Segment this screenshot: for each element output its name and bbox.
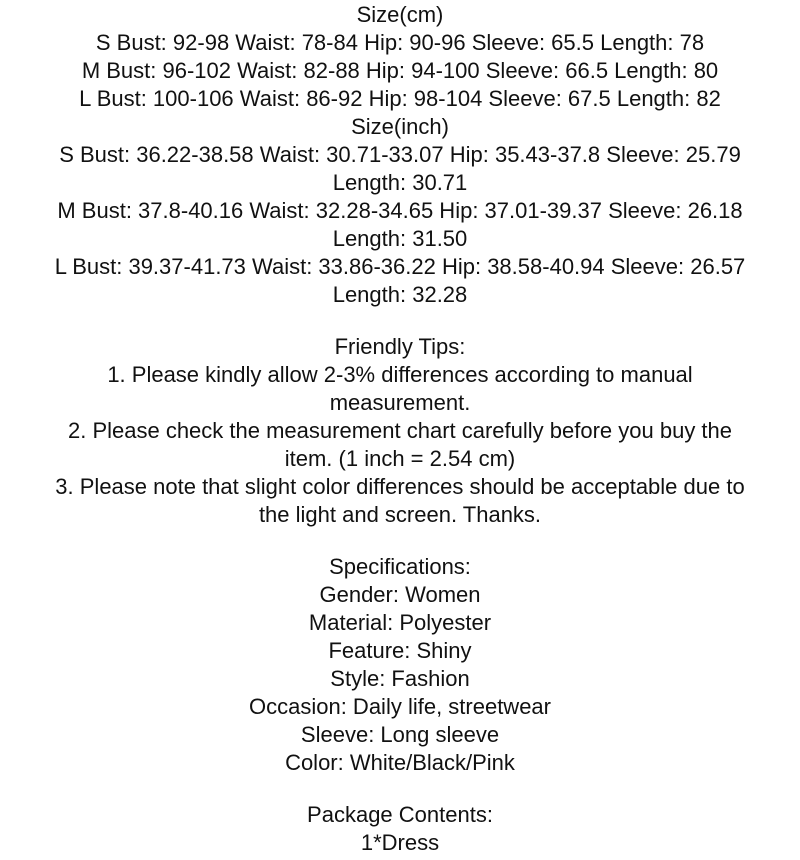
spec-feature: Feature: Shiny — [328, 638, 472, 663]
spec-sleeve: Sleeve: Long sleeve — [300, 722, 500, 747]
tip-1: 1. Please kindly allow 2-3% differences according to manual — [107, 362, 693, 387]
size-inch-row-l: L Bust: 39.37-41.73 Waist: 33.86-36.22 Hip: 38.58-40.94 Sleeve: 26.57 — [54, 254, 746, 279]
size-inch-section — [0, 113, 800, 309]
spec-style: Style: Fashion — [330, 666, 470, 691]
size-inch-row-m: M Bust: 37.8-40.16 Waist: 32.28-34.65 Hip: 37.01-39.37 Sleeve: 26.18 — [57, 198, 743, 223]
package-heading: Package Contents: — [307, 802, 493, 827]
size-cm-row-l: L Bust: 100-106 Waist: 86-92 Hip: 98-104 Sleeve: 67.5 Length: 82 — [79, 86, 721, 111]
tip-3-cont: the light and screen. Thanks. — [258, 502, 542, 527]
size-inch-row-m-length: Length: 31.50 — [332, 226, 468, 251]
friendly-tips-section — [0, 333, 800, 529]
size-inch-row-s-length: Length: 30.71 — [332, 170, 468, 195]
specifications-heading: Specifications: — [329, 554, 471, 579]
section-spacer — [0, 529, 800, 553]
tip-1-cont: measurement. — [329, 390, 471, 415]
size-cm-row-s: S Bust: 92-98 Waist: 78-84 Hip: 90-96 Sleeve: 65.5 Length: 78 — [95, 30, 705, 55]
size-inch-row-s: S Bust: 36.22-38.58 Waist: 30.71-33.07 Hip: 35.43-37.8 Sleeve: 25.79 — [59, 142, 741, 167]
tip-3: 3. Please note that slight color differences should be acceptable due to — [55, 474, 745, 499]
size-inch-row-l-length: Length: 32.28 — [332, 282, 468, 307]
size-cm-heading: Size(cm) — [356, 2, 444, 27]
section-spacer — [0, 309, 800, 333]
package-item: 1*Dress — [360, 830, 440, 855]
size-cm-row-m: M Bust: 96-102 Waist: 82-88 Hip: 94-100 Sleeve: 66.5 Length: 80 — [81, 58, 719, 83]
size-cm-section — [0, 1, 800, 113]
package-contents-section — [0, 801, 800, 857]
size-inch-heading: Size(inch) — [351, 114, 449, 139]
spec-color: Color: White/Black/Pink — [285, 750, 515, 775]
specifications-section — [0, 553, 800, 777]
spec-gender: Gender: Women — [319, 582, 481, 607]
spec-occasion: Occasion: Daily life, streetwear — [249, 694, 551, 719]
spec-material: Material: Polyester — [308, 610, 492, 635]
tip-2-cont: item. (1 inch = 2.54 cm) — [284, 446, 516, 471]
section-spacer — [0, 777, 800, 801]
tips-heading: Friendly Tips: — [334, 334, 466, 359]
tip-2: 2. Please check the measurement chart carefully before you buy the — [67, 418, 733, 443]
